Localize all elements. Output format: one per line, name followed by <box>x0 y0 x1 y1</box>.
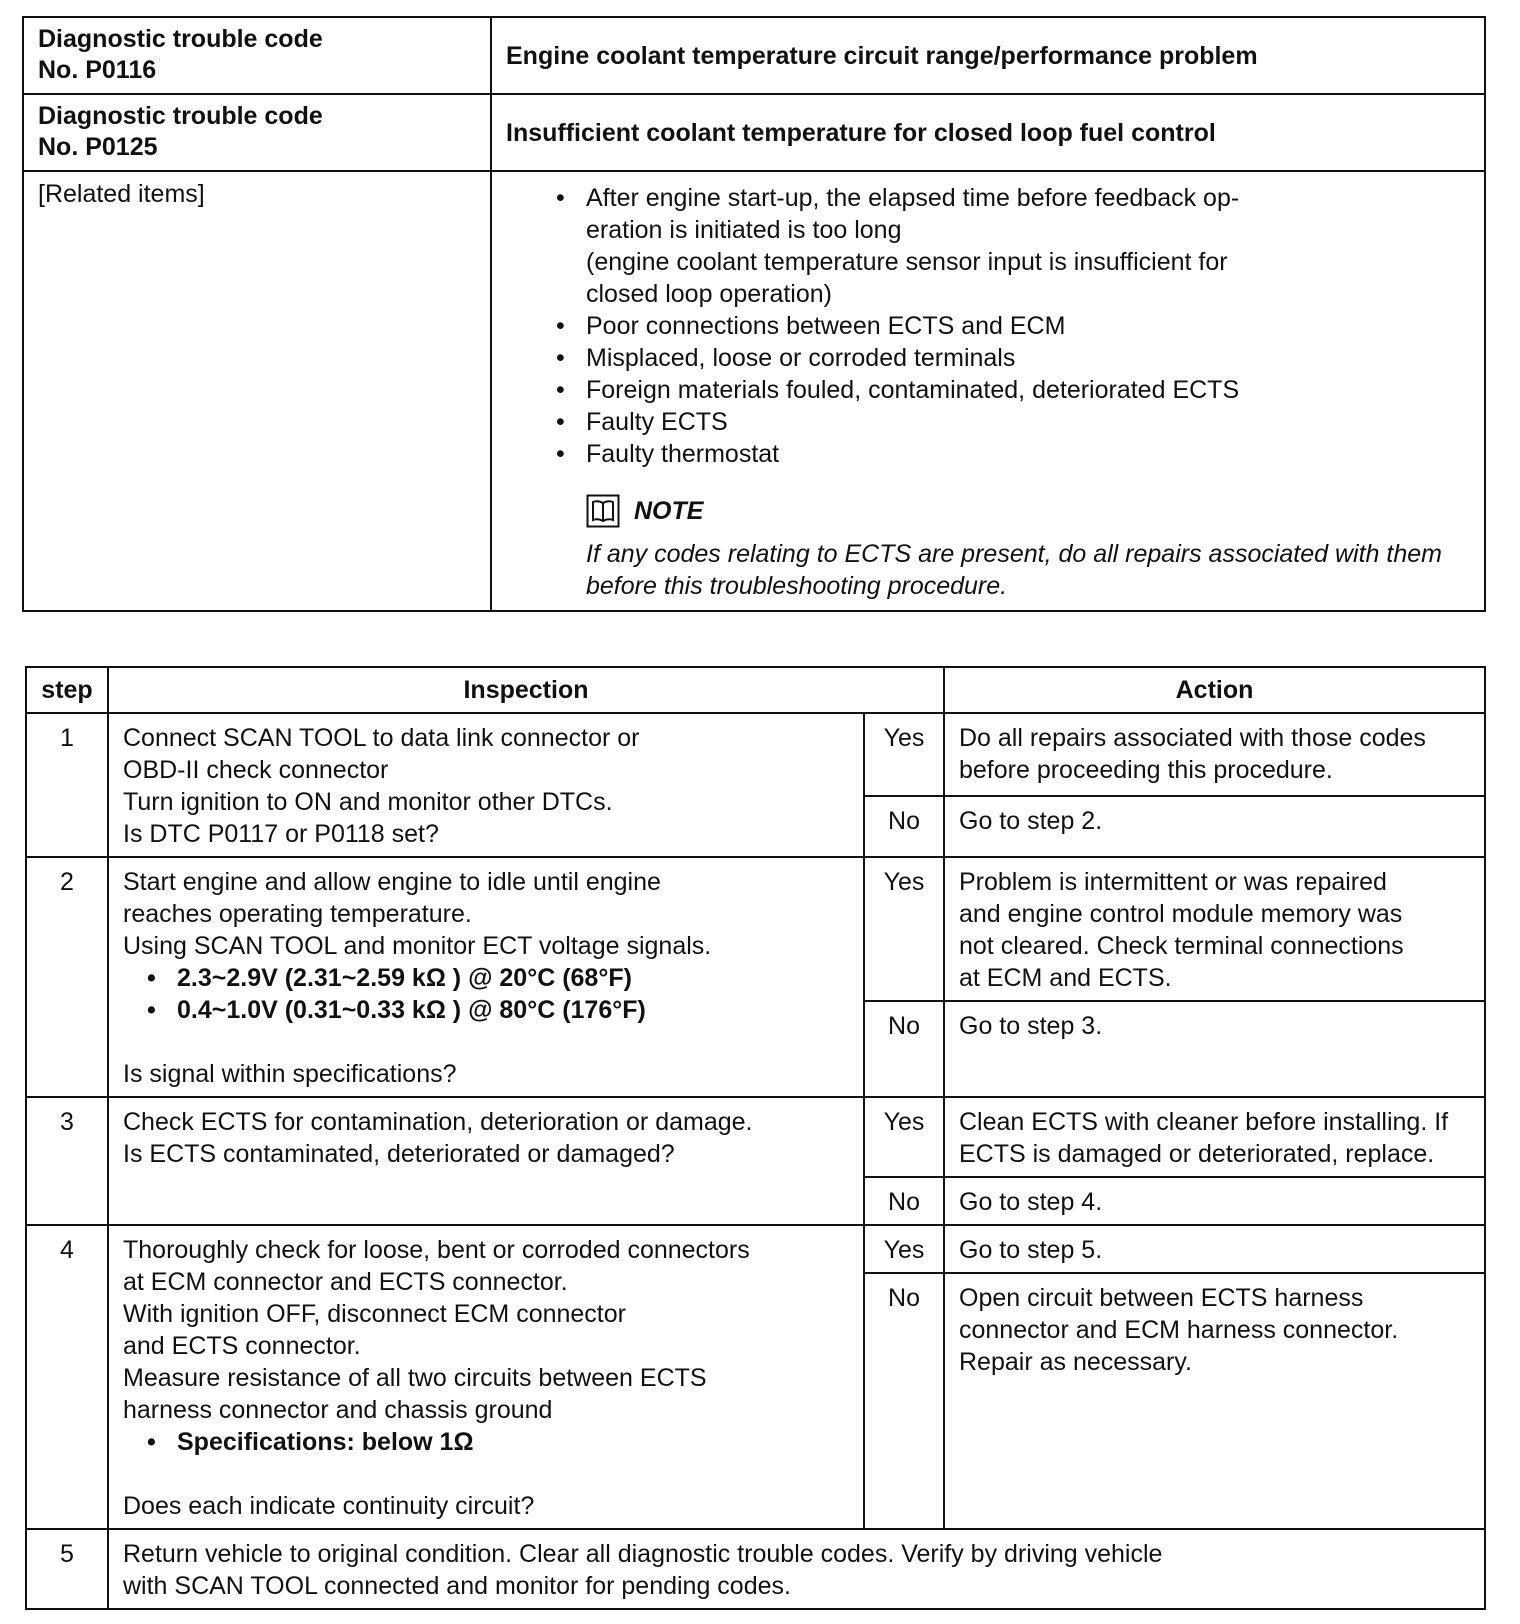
inspection-line: Turn ignition to ON and monitor other DTCs. <box>123 788 613 816</box>
inspection-line: reaches operating temperature. <box>123 900 472 928</box>
dtc-label-cell <box>23 94 491 171</box>
step-row-2 <box>26 857 1485 1001</box>
dtc-table <box>22 16 1486 612</box>
no-action: Go to step 4. <box>944 1177 1485 1225</box>
note-text <box>586 538 1474 602</box>
no-label: No <box>864 1273 944 1529</box>
no-label: No <box>864 1177 944 1225</box>
header-inspection: Inspection <box>108 667 944 713</box>
action-line: ECTS is damaged or deteriorated, replace. <box>959 1140 1435 1168</box>
related-item: • Faulty thermostat <box>556 438 1474 470</box>
related-item-line: (engine coolant temperature sensor input is insufficient for <box>586 248 1228 276</box>
step-row-4 <box>26 1225 1485 1273</box>
related-item-line: closed loop operation) <box>586 280 832 308</box>
spec-item: • 2.3~2.9V (2.31~2.59 kΩ ) @ 20°C (68°F) <box>147 962 853 994</box>
step-number: 4 <box>26 1225 108 1529</box>
note-line: If any codes relating to ECTS are present, do all repairs associated with them <box>586 540 1442 568</box>
dtc-title: Engine coolant temperature circuit range/performance problem <box>491 17 1485 94</box>
action-line: Do all repairs associated with those codes <box>959 724 1426 752</box>
header-step: step <box>26 667 108 713</box>
inspection-cell <box>108 1529 1485 1609</box>
action-line: Problem is intermittent or was repaired <box>959 868 1387 896</box>
inspection-line: Is ECTS contaminated, deteriorated or damaged? <box>123 1140 675 1168</box>
action-line: and engine control module memory was <box>959 900 1403 928</box>
dtc-label-cell <box>23 17 491 94</box>
book-icon <box>586 494 620 528</box>
note-line: before this troubleshooting procedure. <box>586 572 1008 600</box>
inspection-cell <box>108 713 864 857</box>
dtc-label-line1: Diagnostic trouble code <box>38 102 323 130</box>
inspection-question: Is signal within specifications? <box>123 1060 457 1088</box>
related-item: • Poor connections between ECTS and ECM <box>556 310 1474 342</box>
inspection-line: Thoroughly check for loose, bent or corroded connectors <box>123 1236 750 1264</box>
action-line: Clean ECTS with cleaner before installing. If <box>959 1108 1449 1136</box>
inspection-line: Check ECTS for contamination, deterioration or damage. <box>123 1108 753 1136</box>
spec-item: • 0.4~1.0V (0.31~0.33 kΩ ) @ 80°C (176°F) <box>147 994 853 1026</box>
related-item <box>556 182 1474 310</box>
action-line: at ECM and ECTS. <box>959 964 1172 992</box>
dtc-title: Insufficient coolant temperature for closed loop fuel control <box>491 94 1485 171</box>
no-action <box>944 1273 1485 1529</box>
step-row-3 <box>26 1097 1485 1177</box>
inspection-line: Measure resistance of all two circuits between ECTS <box>123 1364 707 1392</box>
note-title: NOTE <box>634 497 704 525</box>
step-row-1 <box>26 713 1485 796</box>
inspection-line: Start engine and allow engine to idle until engine <box>123 868 661 896</box>
related-items-cell <box>491 171 1485 611</box>
inspection-cell <box>108 857 864 1097</box>
step-number: 3 <box>26 1097 108 1225</box>
inspection-line: with SCAN TOOL connected and monitor for pending codes. <box>123 1572 791 1600</box>
dtc-row-p0125 <box>23 94 1485 171</box>
action-line: Open circuit between ECTS harness <box>959 1284 1364 1312</box>
no-action: Go to step 3. <box>944 1001 1485 1097</box>
yes-label: Yes <box>864 1097 944 1177</box>
related-item: • Faulty ECTS <box>556 406 1474 438</box>
yes-action <box>944 857 1485 1001</box>
steps-header-row <box>26 667 1485 713</box>
spec-item: • Specifications: below 1Ω <box>147 1426 853 1458</box>
inspection-line: at ECM connector and ECTS connector. <box>123 1268 568 1296</box>
action-line: connector and ECM harness connector. <box>959 1316 1399 1344</box>
dtc-code: No. P0116 <box>38 56 157 84</box>
inspection-line: With ignition OFF, disconnect ECM connector <box>123 1300 626 1328</box>
dtc-code: No. P0125 <box>38 133 158 161</box>
related-items-row <box>23 171 1485 611</box>
no-label: No <box>864 796 944 857</box>
step-number: 2 <box>26 857 108 1097</box>
related-items-label: [Related items] <box>23 171 491 611</box>
action-line: Repair as necessary. <box>959 1348 1192 1376</box>
inspection-line: OBD-II check connector <box>123 756 389 784</box>
yes-action <box>944 713 1485 796</box>
no-label: No <box>864 1001 944 1097</box>
related-item-line: • After engine start-up, the elapsed time before feedback op- <box>586 184 1240 212</box>
yes-action: Go to step 5. <box>944 1225 1485 1273</box>
dtc-row-p0116 <box>23 17 1485 94</box>
yes-label: Yes <box>864 713 944 796</box>
yes-label: Yes <box>864 857 944 1001</box>
action-line: before proceeding this procedure. <box>959 756 1333 784</box>
related-item-line: eration is initiated is too long <box>586 216 902 244</box>
note-heading <box>586 494 1474 528</box>
step-number: 5 <box>26 1529 108 1609</box>
inspection-line: Is DTC P0117 or P0118 set? <box>123 820 439 848</box>
inspection-line: Using SCAN TOOL and monitor ECT voltage signals. <box>123 932 712 960</box>
inspection-cell <box>108 1225 864 1529</box>
yes-action <box>944 1097 1485 1177</box>
inspection-line: and ECTS connector. <box>123 1332 361 1360</box>
dtc-label-line1: Diagnostic trouble code <box>38 25 323 53</box>
inspection-line: Connect SCAN TOOL to data link connector or <box>123 724 640 752</box>
inspection-question: Does each indicate continuity circuit? <box>123 1492 535 1520</box>
related-item: • Foreign materials fouled, contaminated, deteriorated ECTS <box>556 374 1474 406</box>
step-number: 1 <box>26 713 108 857</box>
inspection-line: Return vehicle to original condition. Clear all diagnostic trouble codes. Verify by driving vehicle <box>123 1540 1163 1568</box>
inspection-line: harness connector and chassis ground <box>123 1396 553 1424</box>
action-line: not cleared. Check terminal connections <box>959 932 1404 960</box>
inspection-cell <box>108 1097 864 1225</box>
yes-label: Yes <box>864 1225 944 1273</box>
no-action: Go to step 2. <box>944 796 1485 857</box>
step-row-5 <box>26 1529 1485 1609</box>
header-action: Action <box>944 667 1485 713</box>
related-items-list <box>506 182 1474 470</box>
related-item: • Misplaced, loose or corroded terminals <box>556 342 1474 374</box>
steps-table <box>25 666 1486 1610</box>
